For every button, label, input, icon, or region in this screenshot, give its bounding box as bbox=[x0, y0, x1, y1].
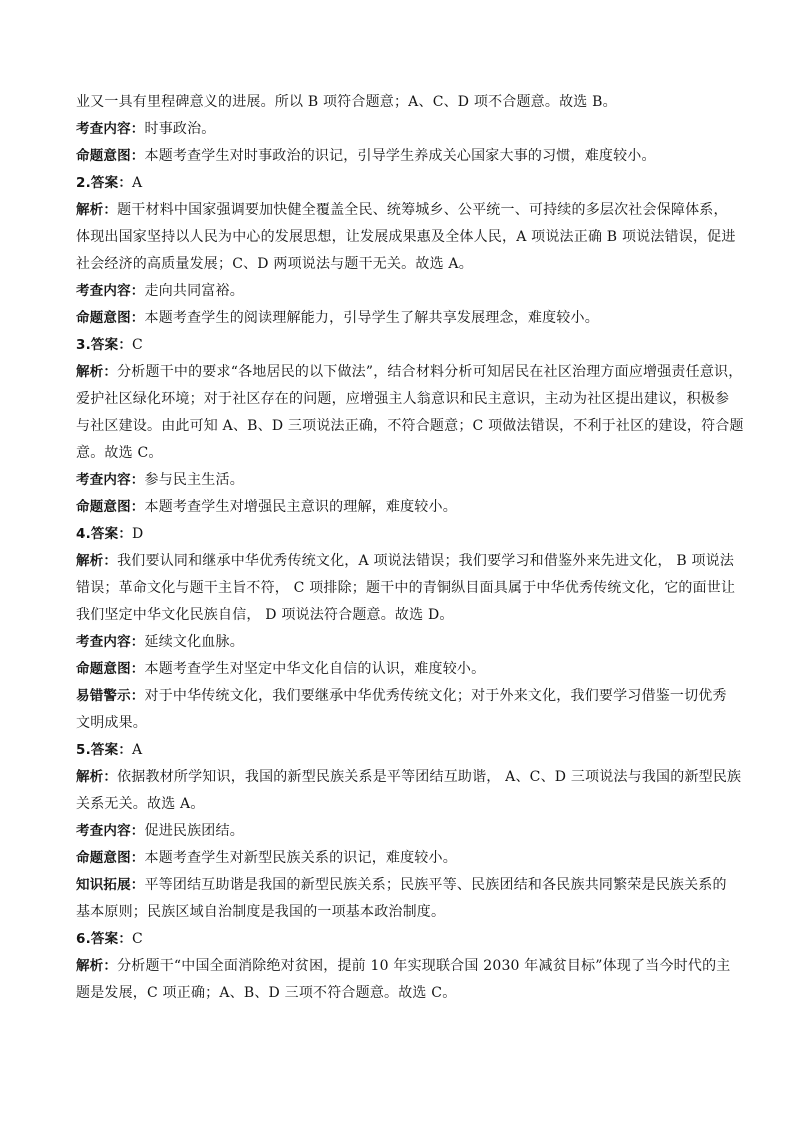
q5-expand-line-2: 基本原则；民族区域自治制度是我国的一项基本政治制度。 bbox=[76, 904, 446, 920]
warning-label: 易错警示： bbox=[76, 688, 145, 704]
analysis-text: 题干材料中国家强调要加快健全覆盖全民、统筹城乡、公平统一、可持续的多层次社会保障体系， bbox=[117, 202, 728, 218]
q3-intent bbox=[76, 494, 728, 521]
analysis-text: 我们要认同和继承中华优秀传统文化，A 项说法错误；我们要学习和借鉴外来先进文化， B 项说法 bbox=[117, 553, 735, 569]
content-label: 考查内容： bbox=[76, 472, 145, 488]
content-value: 促进民族团结。 bbox=[144, 823, 244, 839]
warning-text: 对于中华传统文化，我们要继承中华优秀传统文化；对于外来文化，我们要学习借鉴一切优秀 bbox=[144, 688, 727, 704]
analysis-label: 解析： bbox=[76, 553, 118, 569]
q4-analysis-line-3: 我们坚定中华文化民族自信， D 项说法符合题意。故选 D。 bbox=[76, 607, 454, 623]
content-value: 走向共同富裕。 bbox=[144, 283, 244, 299]
q4-analysis-line-2: 错误；革命文化与题干主旨不符， C 项排除；题干中的青铜纵目面具属于中华优秀传统文化，它的面世让 bbox=[76, 580, 736, 596]
content-label: 考查内容： bbox=[76, 283, 145, 299]
q4-intent bbox=[76, 656, 728, 683]
q5-content bbox=[76, 818, 728, 845]
answer-label: 4.答案： bbox=[76, 526, 133, 542]
q5-analysis-line-2: 关系无关。故选 A。 bbox=[76, 796, 205, 812]
answer-label: 5.答案： bbox=[76, 742, 133, 758]
analysis-label: 解析： bbox=[76, 958, 118, 974]
q5-analysis-line-1 bbox=[76, 764, 742, 791]
intent-label: 命题意图： bbox=[76, 499, 145, 515]
q1-content bbox=[76, 116, 728, 143]
analysis-label: 解析： bbox=[76, 202, 118, 218]
answer-value: D bbox=[132, 526, 144, 542]
analysis-text: 分析题干“中国全面消除绝对贫困，提前 10 年实现联合国 2030 年减贫目标”体现了当今时代的主 bbox=[117, 958, 731, 974]
answer-document bbox=[76, 89, 744, 1007]
q4-analysis-line-1 bbox=[76, 548, 735, 575]
analysis-label: 解析： bbox=[76, 769, 118, 785]
q4-content bbox=[76, 629, 728, 656]
q4-answer bbox=[76, 521, 728, 548]
intent-value: 本题考查学生对时事政治的识记，引导学生养成关心国家大事的习惯，难度较小。 bbox=[144, 148, 656, 164]
expand-text: 平等团结互助谐是我国的新型民族关系；民族平等、民族团结和各民族共同繁荣是民族关系的 bbox=[144, 877, 727, 893]
content-value: 参与民主生活。 bbox=[144, 472, 244, 488]
q6-answer bbox=[76, 926, 728, 953]
q6-analysis-line-1 bbox=[76, 953, 731, 980]
q3-content bbox=[76, 467, 728, 494]
q2-analysis-line-1 bbox=[76, 197, 728, 224]
q1-intent bbox=[76, 143, 728, 170]
answer-value: A bbox=[132, 175, 143, 191]
content-label: 考查内容： bbox=[76, 823, 145, 839]
content-value: 延续文化血脉。 bbox=[144, 634, 244, 650]
q3-answer bbox=[76, 332, 728, 359]
intent-label: 命题意图： bbox=[76, 850, 145, 866]
answer-value: C bbox=[132, 337, 143, 353]
intent-label: 命题意图： bbox=[76, 661, 145, 677]
analysis-text: 依据教材所学知识，我国的新型民族关系是平等团结互助谐， A、C、D 三项说法与我国的新型民族 bbox=[117, 769, 742, 785]
q5-answer bbox=[76, 737, 728, 764]
analysis-text: 分析题干中的要求“各地居民的以下做法”，结合材料分析可知居民在社区治理方面应增强责任意识， bbox=[117, 364, 743, 380]
answer-value: A bbox=[132, 742, 143, 758]
intent-value: 本题考查学生对新型民族关系的识记，难度较小。 bbox=[144, 850, 457, 866]
q2-analysis-line-3: 社会经济的高质量发展；C、D 两项说法与题干无关。故选 A。 bbox=[76, 256, 473, 272]
q1-analysis-tail: 业又一具有里程碑意义的进展。所以 B 项符合题意；A、C、D 项不合题意。故选 B。 bbox=[76, 94, 617, 110]
q2-intent bbox=[76, 305, 728, 332]
q3-analysis-line-4: 意。故选 C。 bbox=[76, 445, 163, 461]
content-value: 时事政治。 bbox=[144, 121, 216, 137]
answer-label: 2.答案： bbox=[76, 175, 133, 191]
q3-analysis-line-1 bbox=[76, 359, 743, 386]
q5-expand-line-1 bbox=[76, 872, 728, 899]
analysis-label: 解析： bbox=[76, 364, 118, 380]
answer-label: 3.答案： bbox=[76, 337, 133, 353]
expand-label: 知识拓展： bbox=[76, 877, 145, 893]
q6-analysis-line-2: 题是发展，C 项正确；A、B、D 三项不符合题意。故选 C。 bbox=[76, 985, 457, 1001]
q3-analysis-line-3: 与社区建设。由此可知 A、B、D 三项说法正确，不符合题意；C 项做法错误，不利于社区的建设，符合题 bbox=[76, 418, 744, 434]
q2-answer bbox=[76, 170, 728, 197]
intent-value: 本题考查学生对坚定中华文化自信的认识，难度较小。 bbox=[144, 661, 486, 677]
q3-analysis-line-2: 爱护社区绿化环境；对于社区存在的问题，应增强主人翁意识和民主意识，主动为社区提出建议，积极参 bbox=[76, 391, 730, 407]
content-label: 考查内容： bbox=[76, 121, 145, 137]
intent-value: 本题考查学生对增强民主意识的理解，难度较小。 bbox=[144, 499, 457, 515]
answer-label: 6.答案： bbox=[76, 931, 133, 947]
intent-value: 本题考查学生的阅读理解能力，引导学生了解共享发展理念，难度较小。 bbox=[144, 310, 599, 326]
intent-label: 命题意图： bbox=[76, 148, 145, 164]
answer-value: C bbox=[132, 931, 143, 947]
q4-warning-line-1 bbox=[76, 683, 728, 710]
content-label: 考查内容： bbox=[76, 634, 145, 650]
q2-analysis-line-2: 体现出国家坚持以人民为中心的发展思想，让发展成果惠及全体人民，A 项说法正确 B 项说法错误，促进 bbox=[76, 229, 736, 245]
intent-label: 命题意图： bbox=[76, 310, 145, 326]
q2-content bbox=[76, 278, 728, 305]
q5-intent bbox=[76, 845, 728, 872]
q4-warning-line-2: 文明成果。 bbox=[76, 715, 147, 731]
